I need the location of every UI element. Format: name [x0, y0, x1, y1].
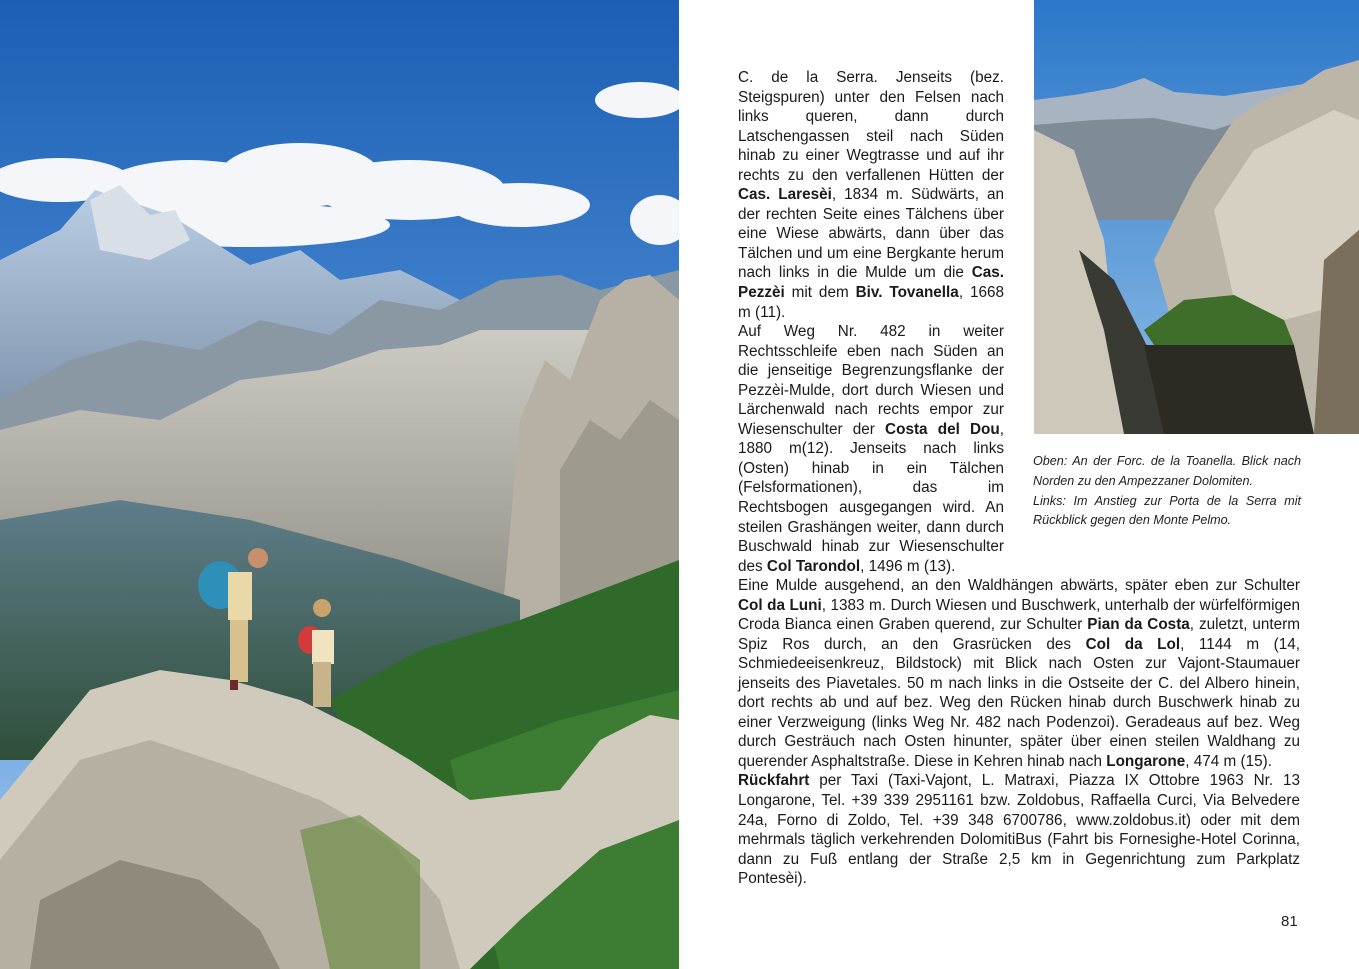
place-name-bold: Cas. Laresèi: [738, 186, 832, 204]
text-run: , 1496 m (13).: [860, 557, 956, 575]
text-run: , 474 m (15).: [1185, 752, 1272, 770]
text-run: C. de la Serra. Jenseits (bez. Steigspuren) unter den Felsen nach links queren, dann durch Latschengassen steil nach Süden hinab zu einer Wegtrasse und auf ihr rechts zu den verfallenen Hütten der: [738, 69, 1004, 184]
place-name-bold: Col da Luni: [738, 596, 822, 614]
text-run: , zuletzt, unterm Spiz Ros durch, an den Grasrücken des: [738, 616, 1301, 653]
body-text-column-lower: [738, 576, 1300, 889]
body-text-column-upper: [738, 68, 1004, 576]
mountain-landscape-image: [0, 0, 679, 969]
place-name-bold: Biv. Tovanella: [855, 284, 959, 302]
page-number: 81: [1281, 913, 1298, 930]
text-run: , 1668 m (11).: [738, 284, 1004, 321]
text-run: , 1144 m (14, Schmiedeeisenkreuz, Bildstock) mit Blick nach Osten zur Vajont-Staumauer jenseits des Piavetales. 50 m nach links in die Ostseite der C. del Albero hinein, dort rechts ab und auf bez. Weg den Rücken hinab durch Buschwerk hinab zu einer Verzweigung (links Weg Nr. 482 nach Podenzoi). Geradeaus auf bez. Weg durch Gesträuch nach Osten hinunter, später über einen steilen Waldhang zu querender Asphaltstraße. Diese in Kehren hinab nach: [738, 635, 1300, 770]
text-run: per Taxi (Taxi-Vajont, L. Matraxi, Piazza IX Ottobre 1963 Nr. 13 Longarone, Tel. +39 339 2951161 bzw. Zoldobus, Raffaella Curci, Via Belvedere 24a, Forno di Zoldo, Tel. +39 348 6700786, www.zoldobus.it) oder mit dem mehrmals täglich verkehrenden DolomitiBus (Fahrt bis Fornesighe-Hotel Corinna, dann zu Fuß entlang der Straße 2,5 km in Gegenrichtung zum Parkplatz Pontesèi).: [738, 772, 1300, 888]
paragraph-return-trip: [738, 771, 1300, 888]
text-run: , 1383 m. Durch Wiesen und Buschwerk, unterhalb der würfelförmigen Croda Bianca einen Graben querend, zur Schulter: [738, 596, 1300, 634]
section-label-bold: Rückfahrt: [738, 772, 810, 790]
photo-caption: [1033, 452, 1301, 531]
place-name-bold: Col da Lol: [1085, 635, 1181, 653]
text-run: , 1880 m(12). Jenseits nach links (Osten) hinab in ein Tälchen (Felsformationen), das im Rechtsbogen ausgegangen wird. An steilen Grashängen weiter, dann durch Buschwald hinab zur Wiesenschulter des: [738, 420, 1004, 575]
paragraph-route-part-3: [738, 576, 1300, 771]
caption-left-photo: Links: Im Anstieg zur Porta de la Serra mit Rückblick gegen den Monte Pelmo.: [1033, 493, 1301, 528]
hiking-photo-left: [0, 0, 679, 969]
gorge-landscape-image: [1034, 0, 1359, 434]
paragraph-route-part-2: [738, 322, 1004, 576]
paragraph-route-part-1: [738, 68, 1004, 322]
place-name-bold: Cas. Pezzèi: [738, 264, 1004, 302]
place-name-bold: Longarone: [1106, 752, 1186, 770]
text-run: mit dem: [784, 284, 856, 302]
place-name-bold: Costa del Dou: [885, 420, 1000, 438]
text-run: Eine Mulde ausgehend, an den Waldhängen abwärts, später eben zur Schulter: [738, 577, 1300, 594]
place-name-bold: Col Tarondol: [766, 557, 861, 575]
gorge-photo-top-right: [1034, 0, 1359, 434]
text-run: Auf Weg Nr. 482 in weiter Rechtsschleife eben nach Süden an die jenseitige Begrenzungsflanke der Pezzèi-Mulde, dort durch Wiesen und Lärchenwald nach rechts empor zur Wiesenschulter der: [738, 323, 1004, 438]
caption-top-photo: Oben: An der Forc. de la Toanella. Blick nach Norden zu den Ampezzaner Dolomiten.: [1033, 454, 1301, 488]
place-name-bold: Pian da Costa: [1087, 616, 1190, 634]
text-run: , 1834 m. Südwärts, an der rechten Seite eines Tälchens über eine Wiese abwärts, dann über das Tälchen und um eine Bergkante herum nach links in die Mulde um die: [738, 186, 1004, 282]
